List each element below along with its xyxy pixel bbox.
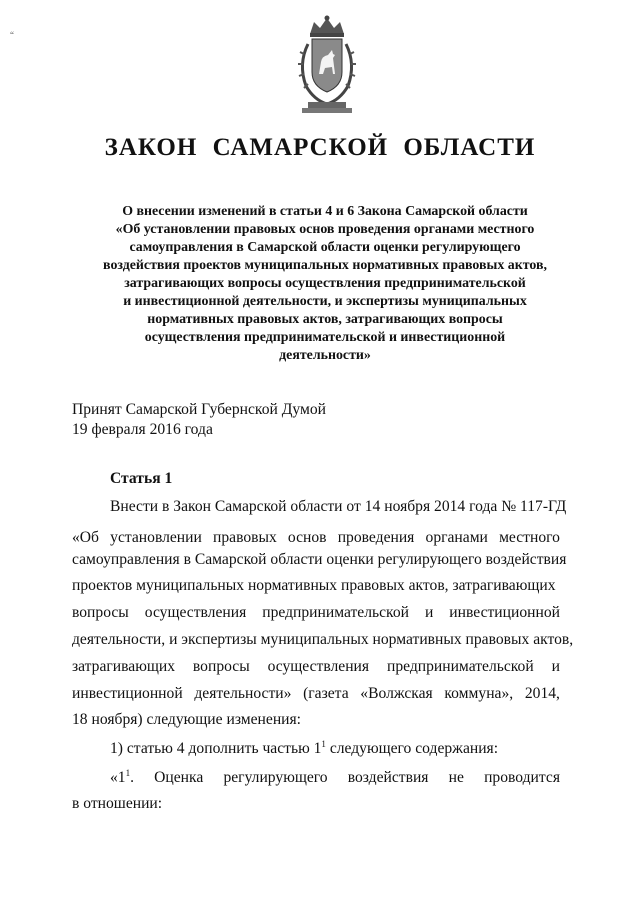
body-line: в отношении:: [72, 795, 163, 812]
article-heading: Статья 1: [110, 470, 173, 487]
body-line: вопросы осуществления предпринимательской и инвестиционной: [72, 604, 560, 621]
body-line: деятельности, и экспертизы муниципальных нормативных правовых актов,: [72, 631, 574, 648]
subtitle-line: затрагивающих вопросы осуществления предпринимательской: [124, 276, 526, 291]
body-line: проектов муниципальных нормативных правовых актов, затрагивающих: [72, 577, 556, 594]
adoption-date: 19 февраля 2016 года: [72, 421, 213, 438]
coat-of-arms-emblem: [288, 14, 366, 116]
law-title: ЗАКОН САМАРСКОЙ ОБЛАСТИ: [104, 134, 536, 161]
body-line: «Об установлении правовых основ проведения органами местного: [72, 529, 560, 546]
subtitle-line: воздействия проектов муниципальных нормативных правовых актов,: [103, 258, 547, 273]
amendment-item-1: 1) статью 4 дополнить частью $1^1$ следующего содержания:: [110, 739, 499, 757]
adoption-info: [72, 400, 326, 440]
law-subtitle: [40, 203, 610, 365]
subtitle-line: самоуправления в Самарской области оценки регулирующего: [129, 240, 521, 255]
subtitle-line: и инвестиционной деятельности, и экспертизы муниципальных: [123, 294, 527, 309]
corner-mark: “: [10, 30, 14, 40]
subtitle-line: осуществления предпринимательской и инвестиционной: [144, 330, 506, 345]
adopted-by: Принят Самарской Губернской Думой: [72, 401, 326, 418]
subtitle-line: «Об установлении правовых основ проведения органами местного: [115, 222, 535, 237]
body-line: затрагивающих вопросы осуществления предпринимательской и: [72, 658, 560, 675]
body-line: Внести в Закон Самарской области от 14 ноября 2014 года № 117-ГД: [110, 498, 567, 515]
subtitle-line: О внесении изменений в статьи 4 и 6 Закона Самарской области: [122, 204, 528, 219]
subtitle-line: нормативных правовых актов, затрагивающих вопросы: [147, 312, 503, 327]
body-line: 18 ноября) следующие изменения:: [72, 711, 302, 728]
body-line: самоуправления в Самарской области оценки регулирующего воздействия: [72, 551, 567, 568]
amendment-clause: «$1^1$. Оценка регулирующего воздействия не проводится: [110, 768, 560, 786]
body-line: инвестиционной деятельности» (газета «Волжская коммуна», 2014,: [72, 685, 560, 702]
subtitle-line: деятельности»: [279, 348, 371, 363]
